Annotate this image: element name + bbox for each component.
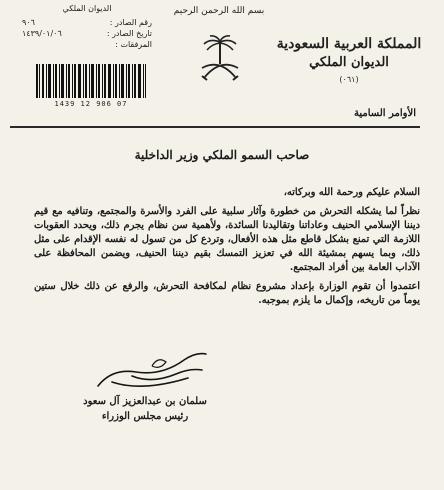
- letterhead-left: [22, 4, 152, 50]
- paragraph-1: نظراً لما يشكله التحرش من خطورة وآثار سلبية على الفرد والأسرة والمجتمع، وتنافيه مع قيم ديننا الإسلامي الحنيف وعاداتنا وتقاليدنا السائدة، ولأهمية سن نظام يجرم ذلك، ويحدد العقوبات اللازمة التي تمنع بشكل قاطع مثل هذه الأفعال، وتردع كل من تسول له نفسه الإقدام على مثل ذلك، وبما يسهم بمشيئة الله في تعزيز التمسك بقيم ديننا الحنيف، ويضمن المحافظة على الآداب العامة بين أفراد المجتمع.: [34, 206, 420, 273]
- greeting: السلام عليكم ورحمة الله وبركاته،: [283, 187, 420, 198]
- letterhead-right: [274, 36, 424, 84]
- archive-label: الأوامر السامية: [354, 108, 416, 119]
- letter-body: [34, 186, 420, 313]
- attachments-row: [22, 39, 152, 50]
- kingdom-title: المملكة العربية السعودية: [276, 36, 422, 52]
- issue-date-row: [22, 28, 152, 39]
- signer-block: [70, 394, 220, 424]
- addressee: صاحب السمو الملكي وزير الداخلية: [134, 148, 310, 162]
- paragraph-2: اعتمدوا أن تقوم الوزارة بإعداد مشروع نظام لمكافحة التحرش، والرفع عن ذلك خلال ستين يوماً من تاريخه، وإكمال ما يلزم بموجبه.: [34, 281, 420, 306]
- court-mark: الديوان الملكي: [62, 4, 112, 13]
- basmala: بسم الله الرحمن الرحيم: [173, 6, 265, 16]
- letterhead-code: (٠٦١): [339, 75, 359, 84]
- signer-title: رئيس مجلس الوزراء: [101, 411, 189, 422]
- header-divider: [10, 126, 420, 128]
- reference-number-row: [22, 17, 152, 28]
- signature-icon: [92, 348, 212, 394]
- barcode-number: 1439 12 906 07: [54, 100, 128, 108]
- reference-number-value: ٩٠٦: [22, 18, 35, 27]
- attachments-label: المرفقات :: [115, 40, 152, 49]
- saudi-emblem-icon: [198, 34, 242, 84]
- royal-court-title: الديوان الملكي: [309, 55, 389, 70]
- issue-date-value: ١٤٣٩/٠١/٠٦: [22, 29, 62, 38]
- signer-name: سلمان بن عبدالعزيز آل سعود: [83, 396, 207, 407]
- reference-number-label: رقم الصادر :: [109, 18, 152, 27]
- issue-date-label: تاريخ الصادر :: [106, 29, 152, 38]
- barcode-icon: [36, 64, 146, 98]
